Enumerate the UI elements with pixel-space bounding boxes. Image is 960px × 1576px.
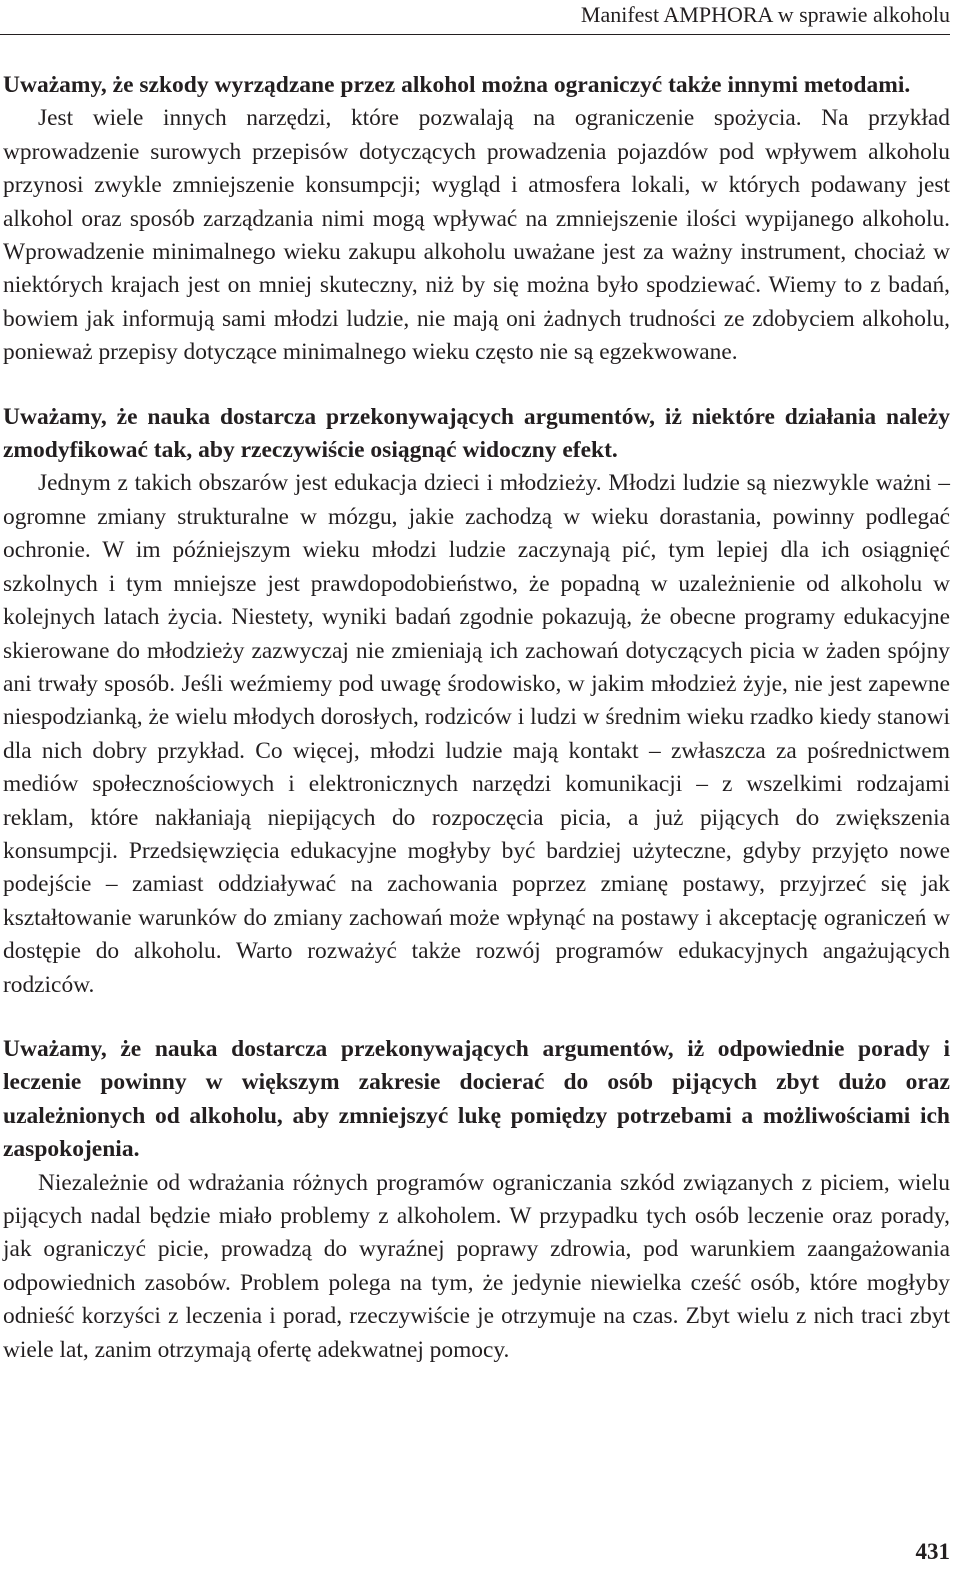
running-title: Manifest AMPHORA w sprawie alkoholu xyxy=(580,2,950,27)
section-lead: Uważamy, że nauka dostarcza przekonywających argumentów, iż odpowiednie porady i leczenie powinny w większym zakresie docierać do osób pijących zbyt dużo oraz uzależnionych od alkoholu, aby zmniejszyć lukę pomiędzy potrzebami a możliwościami ich zaspokojenia. xyxy=(3,1035,950,1163)
section-education xyxy=(3,401,950,1002)
section-body: Niezależnie od wdrażania różnych programów ograniczania szkód związanych z piciem, wielu pijących nadal będzie miało problemy z alkoholem. W przypadku tych osób leczenie oraz porady, jak ograniczyć picie, prowadzą do wyraźnej poprawy zdrowia, pod warunkiem zaangażowania odpowiednich zasobów. Problem polega na tym, że jedynie niewielka cześć osób, które mogłyby odnieść korzyści z leczenia i porad, rzeczywiście je otrzymuje na czas. Zbyt wielu z nich traci zbyt wiele lat, zanim otrzymają ofertę adekwatnej pomocy. xyxy=(3,1169,950,1363)
page-number: 431 xyxy=(915,1539,950,1564)
section-body: Jednym z takich obszarów jest edukacja dzieci i młodzieży. Młodzi ludzie są niezwykle ważni – ogromne zmiany strukturalne w mózgu, jakie zachodzą w wieku dorastania, powinny podlegać ochronie. W im późniejszym wieku młodzi ludzie zaczynają pić, tym lepiej dla ich osiągnięć szkolnych i tym mniejsze jest prawdopodobieństwo, że popadną w uzależnienie od alkoholu w kolejnych latach życia. Niestety, wyniki badań zgodnie pokazują, że obecne programy edukacyjne skierowane do młodzieży zazwyczaj nie zmieniają ich zachowań dotyczących picia w żaden spójny ani trwały sposób. Jeśli weźmiemy pod uwagę środowisko, w jakim młodzież żyje, nie jest zapewne niespodzianką, że wielu młodych dorosłych, rodziców i ludzi w średnim wieku rzadko kiedy stanowi dla nich dobry przykład. Co więcej, młodzi ludzie mają kontakt – zwłaszcza za pośrednictwem mediów społecznościowych i elektronicznych narzędzi komunikacji – z wszelkimi rodzajami reklam, które nakłaniają niepijących do rozpoczęcia picia, a już pijących do zwiększenia konsumpcji. Przedsięwzięcia edukacyjne mogłyby być bardziej użyteczne, gdyby przyjęto nowe podejście – zamiast oddziaływać na zachowania poprzez zmianę postawy, przyjrzeć się jak kształtowanie warunków do zmiany zachowań może wpłynąć na postawy i akceptację ograniczeń w dostępie do alkoholu. Warto rozważyć także rozwój programów edukacyjnych angażujących rodziców. xyxy=(3,470,950,998)
page-content xyxy=(3,69,950,1367)
running-header xyxy=(0,0,950,35)
section-lead: Uważamy, że nauka dostarcza przekonywających argumentów, iż niektóre działania należy zmodyfikować tak, aby rzeczywiście osiągnąć widoczny efekt. xyxy=(3,403,950,464)
section-lead: Uważamy, że szkody wyrządzane przez alkohol można ograniczyć także innymi metodami. xyxy=(3,72,911,98)
section-treatment xyxy=(3,1033,950,1367)
section-body: Jest wiele innych narzędzi, które pozwalają na ograniczenie spożycia. Na przykład wprowadzenie surowych przepisów dotyczących prowadzenia pojazdów pod wpływem alkoholu przynosi zwykle zmniejszenie konsumpcji; wygląd i atmosfera lokali, w których podawany jest alkohol oraz sposób zarządzania nimi mogą wpływać na zmniejszenie ilości wypijanego alkoholu. Wprowadzenie minimalnego wieku zakupu alkoholu uważane jest za ważny instrument, chociaż w niektórych krajach jest on mniej skuteczny, niż by się można było spodziewać. Wiemy to z badań, bowiem jak informują sami młodzi ludzie, nie mają oni żadnych trudności ze zdobyciem alkoholu, ponieważ przepisy dotyczące minimalnego wieku często nie są egzekwowane. xyxy=(3,105,950,366)
section-other-measures xyxy=(3,69,950,370)
